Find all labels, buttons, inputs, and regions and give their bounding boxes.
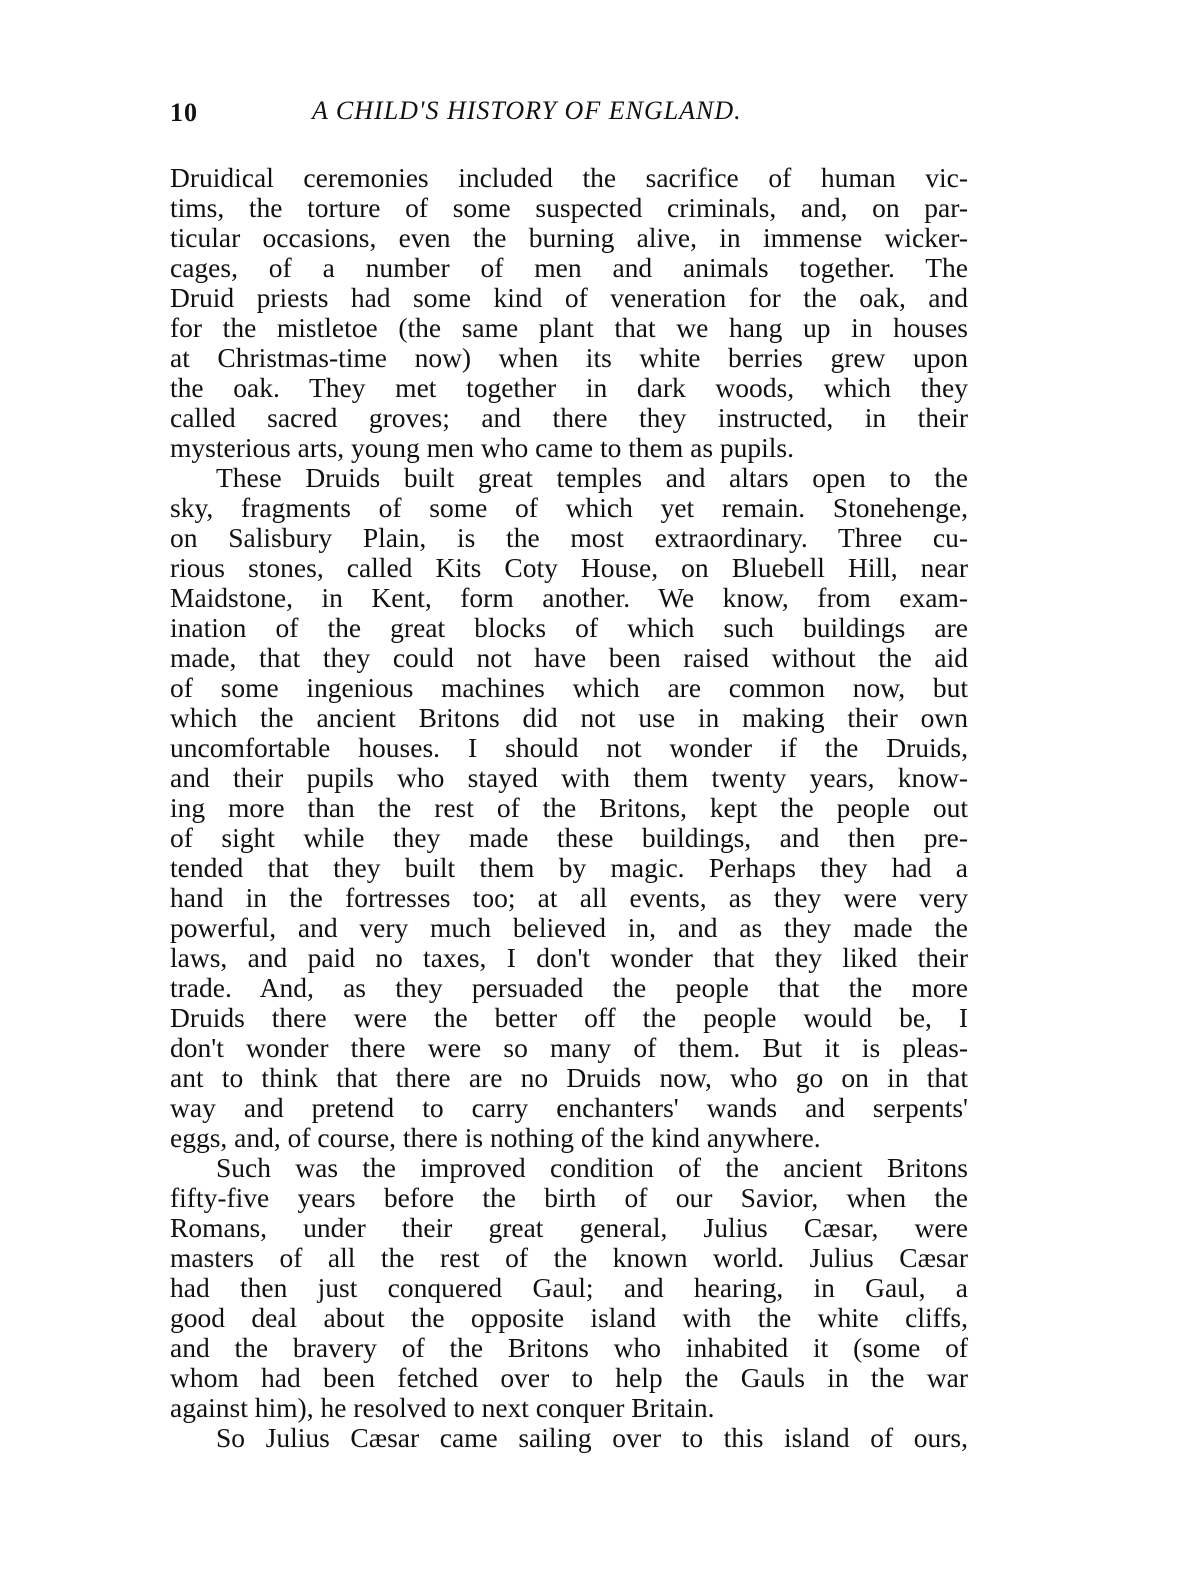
text-line: good deal about the opposite island with the white cliffs, — [170, 1302, 968, 1333]
text-line: Romans, under their great general, Julius Cæsar, were — [170, 1212, 968, 1243]
text-line: which the ancient Britons did not use in making their own — [170, 702, 968, 733]
text-line: These Druids built great temples and altars open to the — [216, 462, 968, 493]
text-line: whom had been fetched over to help the Gauls in the war — [170, 1362, 968, 1393]
text-line: trade. And, as they persuaded the people that the more — [170, 972, 968, 1003]
text-line: hand in the fortresses too; at all events, as they were very — [170, 882, 968, 913]
text-line: on Salisbury Plain, is the most extraordinary. Three cu- — [170, 522, 968, 553]
page-number: 10 — [170, 98, 198, 127]
text-line: fifty-five years before the birth of our Savior, when the — [170, 1182, 968, 1213]
text-line: Maidstone, in Kent, form another. We know, from exam- — [170, 582, 968, 613]
text-line: had then just conquered Gaul; and hearing, in Gaul, a — [170, 1272, 968, 1303]
text-line: for the mistletoe (the same plant that we hang up in houses — [170, 312, 968, 343]
text-line: of sight while they made these buildings, and then pre- — [170, 822, 968, 853]
text-line: cages, of a number of men and animals together. The — [170, 252, 968, 283]
text-line: Druids there were the better off the people would be, I — [170, 1002, 968, 1033]
text-line: eggs, and, of course, there is nothing of the kind anywhere. — [170, 1122, 821, 1153]
text-line: against him), he resolved to next conquer Britain. — [170, 1392, 715, 1423]
text-line: sky, fragments of some of which yet remain. Stonehenge, — [170, 492, 968, 523]
text-line: of some ingenious machines which are common now, but — [170, 672, 968, 703]
text-line: powerful, and very much believed in, and as they made the — [170, 912, 968, 943]
text-line: laws, and paid no taxes, I don't wonder that they liked their — [170, 942, 968, 973]
text-line: tims, the torture of some suspected criminals, and, on par- — [170, 192, 968, 223]
text-line: called sacred groves; and there they instructed, in their — [170, 402, 968, 433]
body-text — [170, 163, 968, 1453]
text-line: ing more than the rest of the Britons, kept the people out — [170, 792, 968, 823]
text-line: uncomfortable houses. I should not wonder if the Druids, — [170, 732, 968, 763]
text-line: rious stones, called Kits Coty House, on Bluebell Hill, near — [170, 552, 968, 583]
text-line: ination of the great blocks of which such buildings are — [170, 612, 968, 643]
text-line: Druidical ceremonies included the sacrifice of human vic- — [170, 162, 968, 193]
text-line: way and pretend to carry enchanters' wands and serpents' — [170, 1092, 968, 1123]
text-line: So Julius Cæsar came sailing over to this island of ours, — [216, 1422, 968, 1453]
text-line: tended that they built them by magic. Perhaps they had a — [170, 852, 968, 883]
text-line: mysterious arts, young men who came to them as pupils. — [170, 432, 795, 463]
text-line: Such was the improved condition of the ancient Britons — [216, 1152, 968, 1183]
text-line: the oak. They met together in dark woods, which they — [170, 372, 968, 403]
page-header — [170, 92, 970, 136]
text-line: don't wonder there were so many of them. But it is pleas- — [170, 1032, 968, 1063]
text-line: masters of all the rest of the known world. Julius Cæsar — [170, 1242, 968, 1273]
text-line: and their pupils who stayed with them twenty years, know- — [170, 762, 968, 793]
text-line: and the bravery of the Britons who inhabited it (some of — [170, 1332, 968, 1363]
text-line: at Christmas-time now) when its white berries grew upon — [170, 342, 968, 373]
running-title: A CHILD'S HISTORY OF ENGLAND. — [312, 96, 742, 125]
text-line: made, that they could not have been raised without the aid — [170, 642, 968, 673]
text-line: ant to think that there are no Druids now, who go on in that — [170, 1062, 968, 1093]
text-line: ticular occasions, even the burning alive, in immense wicker- — [170, 222, 968, 253]
text-line: Druid priests had some kind of veneration for the oak, and — [170, 282, 968, 313]
